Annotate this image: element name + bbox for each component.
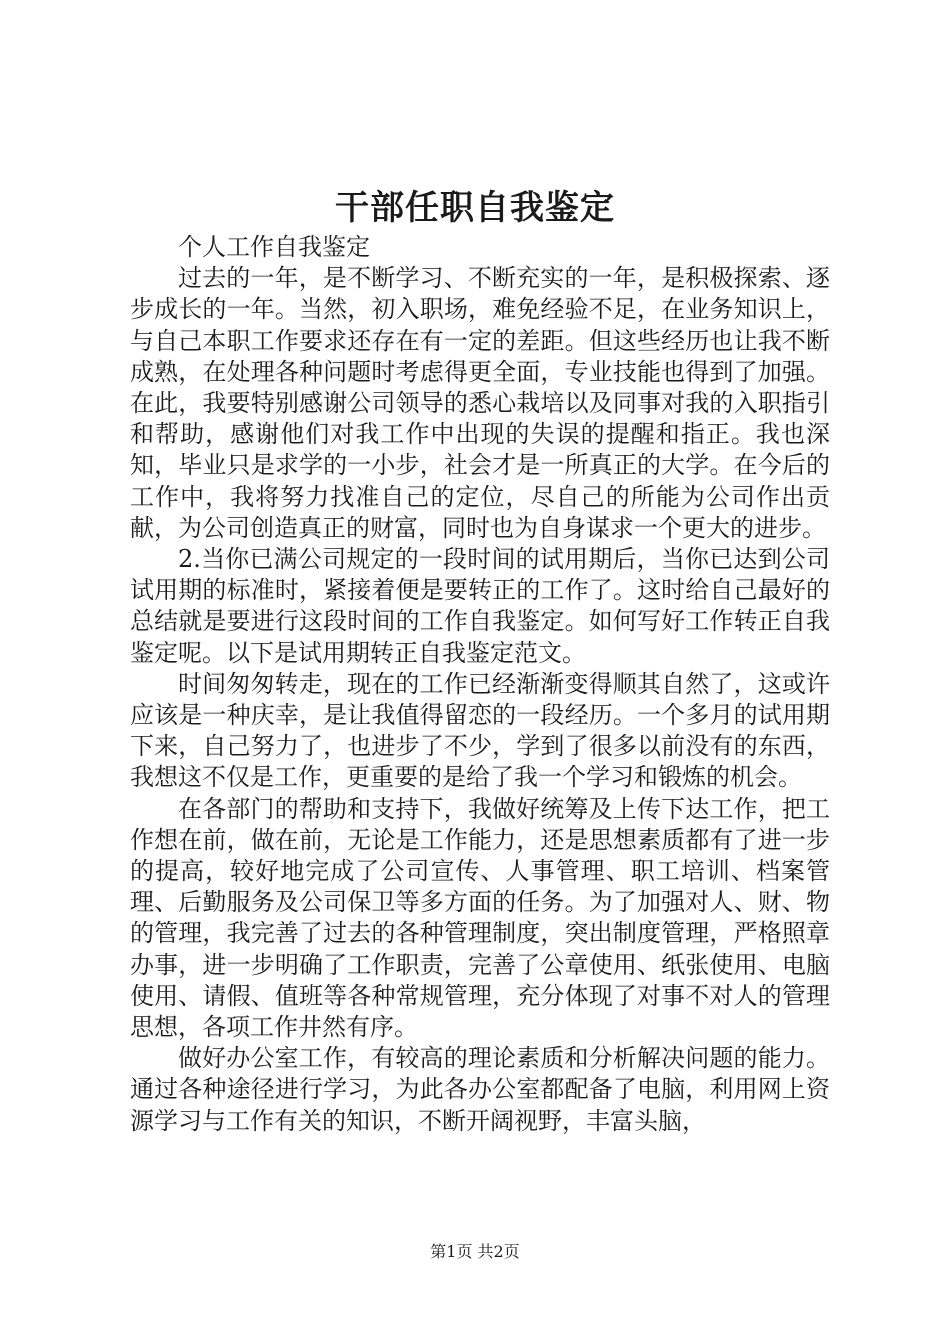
- paragraph: 在各部门的帮助和支持下，我做好统筹及上传下达工作，把工作想在前，做在前，无论是工作能力，还是思想素质都有了进一步的提高，较好地完成了公司宣传、人事管理、职工培训、档案管理、后勤服务及公司保卫等多方面的任务。为了加强对人、财、物的管理，我完善了过去的各种管理制度，突出制度管理，严格照章办事，进一步明确了工作职责，完善了公章使用、纸张使用、电脑使用、请假、值班等各种常规管理，充分体现了对事不对人的管理思想，各项工作井然有序。: [130, 794, 830, 1042]
- paragraph: 时间匆匆转走，现在的工作已经渐渐变得顺其自然了，这或许应该是一种庆幸，是让我值得留恋的一段经历。一个多月的试用期下来，自己努力了，也进步了不少，学到了很多以前没有的东西，我想这不仅是工作，更重要的是给了我一个学习和锻炼的机会。: [130, 669, 830, 792]
- page-number-footer: 第1页 共2页: [430, 1242, 520, 1261]
- document-title: 干部任职自我鉴定: [335, 188, 615, 228]
- paragraph: 过去的一年，是不断学习、不断充实的一年，是积极探索、逐步成长的一年。当然，初入职场，难免经验不足，在业务知识上，与自己本职工作要求还存在有一定的差距。但这些经历也让我不断成熟，在处理各种问题时考虑得更全面，专业技能也得到了加强。在此，我要特别感谢公司领导的悉心栽培以及同事对我的入职指引和帮助，感谢他们对我工作中出现的失误的提醒和指正。我也深知，毕业只是求学的一小步，社会才是一所真正的大学。在今后的工作中，我将努力找准自己的定位，尽自己的所能为公司作出贡献，为公司创造真正的财富，同时也为自身谋求一个更大的进步。: [130, 264, 830, 542]
- paragraph: 做好办公室工作，有较高的理论素质和分析解决问题的能力。通过各种途径进行学习，为此各办公室都配备了电脑，利用网上资源学习与工作有关的知识，不断开阔视野，丰富头脑，: [130, 1044, 830, 1135]
- paragraph-subtitle: 个人工作自我鉴定: [178, 233, 370, 261]
- document-body: [130, 232, 830, 1137]
- paragraph: 2.当你已满公司规定的一段时间的试用期后，当你已达到公司试用期的标准时，紧接着便是要转正的工作了。这时给自己最好的总结就是要进行这段时间的工作自我鉴定。如何写好工作转正自我鉴定呢。以下是试用期转正自我鉴定范文。: [130, 545, 830, 667]
